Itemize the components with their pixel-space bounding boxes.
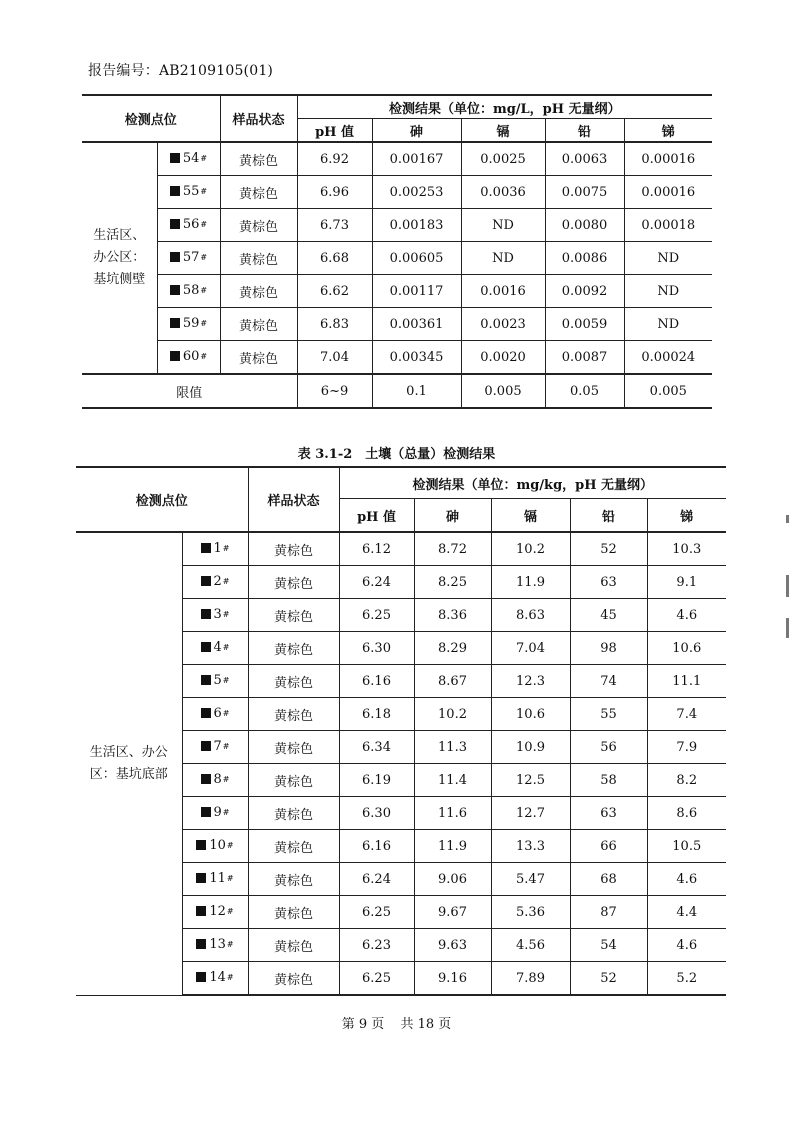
cell-state: 黄棕色 bbox=[248, 731, 339, 764]
header-state: 样品状态 bbox=[220, 95, 297, 142]
limit-sb: 0.005 bbox=[624, 374, 712, 408]
cell-state: 黄棕色 bbox=[220, 209, 297, 242]
hash-mark: # bbox=[222, 642, 230, 652]
limit-as: 0.1 bbox=[372, 374, 461, 408]
cell-as: 8.25 bbox=[414, 566, 491, 599]
cell-pb: 52 bbox=[570, 532, 647, 566]
square-marker-icon bbox=[201, 807, 211, 817]
cell-as: 0.00117 bbox=[372, 275, 461, 308]
cell-ph: 6.96 bbox=[297, 176, 372, 209]
square-marker-icon bbox=[196, 939, 206, 949]
point-number: 8 bbox=[213, 771, 222, 787]
hash-mark: # bbox=[226, 939, 234, 949]
square-marker-icon bbox=[201, 609, 211, 619]
report-number: 报告编号：AB2109105(01) bbox=[88, 63, 274, 79]
cell-ph: 7.04 bbox=[297, 341, 372, 375]
header-result: 检测结果（单位：mg/kg，pH 无量纲） bbox=[339, 467, 726, 499]
col-sb: 锑 bbox=[647, 499, 726, 533]
cell-as: 9.16 bbox=[414, 962, 491, 996]
cell-ph: 6.30 bbox=[339, 632, 414, 665]
cell-sb: 10.5 bbox=[647, 830, 726, 863]
cell-state: 黄棕色 bbox=[220, 242, 297, 275]
limit-ph: 6~9 bbox=[297, 374, 372, 408]
square-marker-icon bbox=[170, 219, 180, 229]
cell-as: 11.3 bbox=[414, 731, 491, 764]
square-marker-icon bbox=[170, 285, 180, 295]
hash-mark: # bbox=[226, 873, 234, 883]
cell-sb: 0.00016 bbox=[624, 176, 712, 209]
cell-ph: 6.73 bbox=[297, 209, 372, 242]
point-id bbox=[182, 566, 248, 599]
table-row bbox=[82, 275, 712, 308]
cell-sb: 10.3 bbox=[647, 532, 726, 566]
point-number: 57 bbox=[182, 249, 200, 265]
cell-state: 黄棕色 bbox=[248, 698, 339, 731]
hash-mark: # bbox=[222, 543, 230, 553]
cell-cd: 11.9 bbox=[491, 566, 570, 599]
cell-sb: 9.1 bbox=[647, 566, 726, 599]
cell-sb: 11.1 bbox=[647, 665, 726, 698]
point-id bbox=[157, 242, 220, 275]
scan-edge-mark bbox=[786, 575, 789, 597]
col-sb: 锑 bbox=[624, 119, 712, 143]
cell-state: 黄棕色 bbox=[220, 308, 297, 341]
cell-pb: 87 bbox=[570, 896, 647, 929]
point-number: 10 bbox=[209, 837, 226, 853]
point-number: 12 bbox=[209, 903, 226, 919]
table-row bbox=[82, 242, 712, 275]
col-pb: 铅 bbox=[570, 499, 647, 533]
cell-as: 9.63 bbox=[414, 929, 491, 962]
table-caption: 表 3.1-2 土壤（总量）检测结果 bbox=[297, 447, 496, 462]
point-number: 7 bbox=[213, 738, 222, 754]
point-id bbox=[157, 308, 220, 341]
point-id bbox=[182, 764, 248, 797]
table-row bbox=[82, 341, 712, 375]
cell-as: 0.00167 bbox=[372, 142, 461, 176]
hash-mark: # bbox=[222, 807, 230, 817]
cell-pb: 63 bbox=[570, 566, 647, 599]
cell-ph: 6.62 bbox=[297, 275, 372, 308]
cell-as: 8.29 bbox=[414, 632, 491, 665]
cell-pb: 55 bbox=[570, 698, 647, 731]
cell-sb: ND bbox=[624, 242, 712, 275]
limit-label: 限值 bbox=[82, 374, 297, 408]
hash-mark: # bbox=[226, 840, 234, 850]
col-as: 砷 bbox=[372, 119, 461, 143]
cell-as: 8.72 bbox=[414, 532, 491, 566]
point-number: 13 bbox=[209, 936, 226, 952]
cell-ph: 6.18 bbox=[339, 698, 414, 731]
cell-state: 黄棕色 bbox=[248, 764, 339, 797]
hash-mark: # bbox=[200, 186, 208, 196]
point-id bbox=[157, 275, 220, 308]
cell-pb: 98 bbox=[570, 632, 647, 665]
scan-edge-mark bbox=[786, 618, 789, 638]
square-marker-icon bbox=[170, 351, 180, 361]
cell-cd: 5.36 bbox=[491, 896, 570, 929]
cell-as: 11.6 bbox=[414, 797, 491, 830]
cell-ph: 6.12 bbox=[339, 532, 414, 566]
cell-sb: 8.2 bbox=[647, 764, 726, 797]
cell-as: 8.67 bbox=[414, 665, 491, 698]
cell-state: 黄棕色 bbox=[248, 830, 339, 863]
point-id bbox=[182, 698, 248, 731]
cell-cd: 0.0020 bbox=[461, 341, 545, 375]
point-number: 56 bbox=[182, 216, 200, 232]
hash-mark: # bbox=[200, 252, 208, 262]
cell-sb: 7.4 bbox=[647, 698, 726, 731]
cell-cd: 0.0036 bbox=[461, 176, 545, 209]
cell-sb: ND bbox=[624, 275, 712, 308]
point-number: 60 bbox=[182, 348, 200, 364]
site-label bbox=[82, 142, 157, 374]
cell-sb: ND bbox=[624, 308, 712, 341]
point-number: 5 bbox=[213, 672, 222, 688]
cell-state: 黄棕色 bbox=[248, 929, 339, 962]
cell-pb: 45 bbox=[570, 599, 647, 632]
cell-pb: 56 bbox=[570, 731, 647, 764]
square-marker-icon bbox=[201, 675, 211, 685]
cell-pb: 54 bbox=[570, 929, 647, 962]
limit-cd: 0.005 bbox=[461, 374, 545, 408]
cell-cd: 7.89 bbox=[491, 962, 570, 996]
cell-as: 0.00361 bbox=[372, 308, 461, 341]
hash-mark: # bbox=[222, 774, 230, 784]
table-row bbox=[82, 308, 712, 341]
hash-mark: # bbox=[200, 153, 208, 163]
cell-state: 黄棕色 bbox=[248, 665, 339, 698]
hash-mark: # bbox=[222, 708, 230, 718]
page-total: 共 18 页 bbox=[400, 1017, 452, 1032]
col-ph: pH 值 bbox=[297, 119, 372, 143]
cell-ph: 6.68 bbox=[297, 242, 372, 275]
cell-as: 0.00253 bbox=[372, 176, 461, 209]
point-id bbox=[157, 209, 220, 242]
point-id bbox=[182, 532, 248, 566]
hash-mark: # bbox=[200, 285, 208, 295]
square-marker-icon bbox=[196, 840, 206, 850]
cell-ph: 6.16 bbox=[339, 830, 414, 863]
point-id bbox=[182, 896, 248, 929]
cell-pb: 66 bbox=[570, 830, 647, 863]
point-id bbox=[182, 599, 248, 632]
cell-state: 黄棕色 bbox=[248, 962, 339, 996]
cell-sb: 4.6 bbox=[647, 863, 726, 896]
cell-ph: 6.19 bbox=[339, 764, 414, 797]
table-row bbox=[82, 209, 712, 242]
cell-ph: 6.30 bbox=[339, 797, 414, 830]
point-id bbox=[182, 632, 248, 665]
col-pb: 铅 bbox=[545, 119, 624, 143]
table-row bbox=[82, 142, 712, 176]
cell-sb: 4.4 bbox=[647, 896, 726, 929]
point-number: 58 bbox=[182, 282, 200, 298]
point-number: 4 bbox=[213, 639, 222, 655]
header-site: 检测点位 bbox=[76, 467, 248, 532]
point-id bbox=[157, 142, 220, 176]
cell-sb: 7.9 bbox=[647, 731, 726, 764]
col-cd: 镉 bbox=[491, 499, 570, 533]
cell-cd: 7.04 bbox=[491, 632, 570, 665]
cell-state: 黄棕色 bbox=[248, 896, 339, 929]
table-row bbox=[76, 532, 726, 566]
hash-mark: # bbox=[222, 609, 230, 619]
point-id bbox=[182, 830, 248, 863]
point-id bbox=[182, 797, 248, 830]
hash-mark: # bbox=[226, 972, 234, 982]
square-marker-icon bbox=[201, 741, 211, 751]
hash-mark: # bbox=[226, 906, 234, 916]
cell-cd: 10.6 bbox=[491, 698, 570, 731]
cell-ph: 6.23 bbox=[339, 929, 414, 962]
site-label-text: 生活区、办公区：基坑侧壁 bbox=[93, 228, 146, 287]
square-marker-icon bbox=[170, 318, 180, 328]
cell-state: 黄棕色 bbox=[248, 532, 339, 566]
soil-results-table bbox=[76, 466, 726, 996]
cell-state: 黄棕色 bbox=[248, 566, 339, 599]
point-id bbox=[182, 731, 248, 764]
square-marker-icon bbox=[196, 972, 206, 982]
point-number: 14 bbox=[209, 969, 226, 985]
cell-state: 黄棕色 bbox=[248, 797, 339, 830]
point-id bbox=[157, 176, 220, 209]
col-ph: pH 值 bbox=[339, 499, 414, 533]
cell-sb: 10.6 bbox=[647, 632, 726, 665]
cell-cd: 0.0016 bbox=[461, 275, 545, 308]
cell-pb: 63 bbox=[570, 797, 647, 830]
hash-mark: # bbox=[222, 675, 230, 685]
cell-pb: 0.0092 bbox=[545, 275, 624, 308]
cell-state: 黄棕色 bbox=[248, 599, 339, 632]
cell-pb: 0.0080 bbox=[545, 209, 624, 242]
cell-as: 11.4 bbox=[414, 764, 491, 797]
cell-ph: 6.25 bbox=[339, 962, 414, 996]
square-marker-icon bbox=[196, 873, 206, 883]
cell-cd: 12.3 bbox=[491, 665, 570, 698]
hash-mark: # bbox=[200, 351, 208, 361]
leachate-results-table bbox=[82, 94, 712, 409]
hash-mark: # bbox=[222, 741, 230, 751]
point-number: 9 bbox=[213, 804, 222, 820]
point-number: 2 bbox=[213, 573, 222, 589]
cell-cd: 0.0025 bbox=[461, 142, 545, 176]
cell-ph: 6.92 bbox=[297, 142, 372, 176]
cell-sb: 4.6 bbox=[647, 599, 726, 632]
point-number: 3 bbox=[213, 606, 222, 622]
header-result: 检测结果（单位：mg/L，pH 无量纲） bbox=[297, 95, 712, 119]
cell-cd: 4.56 bbox=[491, 929, 570, 962]
point-id bbox=[182, 863, 248, 896]
cell-ph: 6.24 bbox=[339, 566, 414, 599]
cell-cd: 10.9 bbox=[491, 731, 570, 764]
square-marker-icon bbox=[170, 153, 180, 163]
cell-sb: 8.6 bbox=[647, 797, 726, 830]
hash-mark: # bbox=[200, 219, 208, 229]
col-as: 砷 bbox=[414, 499, 491, 533]
cell-ph: 6.83 bbox=[297, 308, 372, 341]
point-number: 54 bbox=[182, 150, 200, 166]
cell-cd: ND bbox=[461, 209, 545, 242]
square-marker-icon bbox=[170, 186, 180, 196]
cell-pb: 0.0086 bbox=[545, 242, 624, 275]
cell-state: 黄棕色 bbox=[248, 632, 339, 665]
cell-as: 9.67 bbox=[414, 896, 491, 929]
cell-state: 黄棕色 bbox=[220, 142, 297, 176]
cell-state: 黄棕色 bbox=[220, 341, 297, 375]
table-row bbox=[82, 176, 712, 209]
point-id bbox=[182, 665, 248, 698]
point-id bbox=[182, 962, 248, 996]
cell-cd: ND bbox=[461, 242, 545, 275]
col-cd: 镉 bbox=[461, 119, 545, 143]
site-label-text: 生活区、办公区：基坑底部 bbox=[89, 744, 168, 782]
cell-cd: 12.5 bbox=[491, 764, 570, 797]
cell-cd: 10.2 bbox=[491, 532, 570, 566]
cell-as: 10.2 bbox=[414, 698, 491, 731]
square-marker-icon bbox=[201, 576, 211, 586]
point-id bbox=[157, 341, 220, 375]
cell-sb: 0.00016 bbox=[624, 142, 712, 176]
cell-as: 0.00183 bbox=[372, 209, 461, 242]
square-marker-icon bbox=[201, 642, 211, 652]
cell-ph: 6.24 bbox=[339, 863, 414, 896]
cell-pb: 0.0075 bbox=[545, 176, 624, 209]
point-number: 11 bbox=[209, 870, 226, 886]
point-number: 59 bbox=[182, 315, 200, 331]
limit-pb: 0.05 bbox=[545, 374, 624, 408]
cell-sb: 0.00018 bbox=[624, 209, 712, 242]
square-marker-icon bbox=[201, 543, 211, 553]
cell-cd: 5.47 bbox=[491, 863, 570, 896]
square-marker-icon bbox=[170, 252, 180, 262]
header-site: 检测点位 bbox=[82, 95, 220, 142]
cell-cd: 13.3 bbox=[491, 830, 570, 863]
cell-state: 黄棕色 bbox=[220, 275, 297, 308]
page-footer bbox=[0, 1013, 793, 1032]
cell-as: 0.00345 bbox=[372, 341, 461, 375]
cell-pb: 0.0063 bbox=[545, 142, 624, 176]
header-state: 样品状态 bbox=[248, 467, 339, 532]
cell-state: 黄棕色 bbox=[248, 863, 339, 896]
cell-as: 8.36 bbox=[414, 599, 491, 632]
site-label bbox=[76, 532, 182, 995]
cell-pb: 68 bbox=[570, 863, 647, 896]
cell-pb: 52 bbox=[570, 962, 647, 996]
cell-sb: 5.2 bbox=[647, 962, 726, 996]
cell-sb: 0.00024 bbox=[624, 341, 712, 375]
hash-mark: # bbox=[200, 318, 208, 328]
point-number: 55 bbox=[182, 183, 200, 199]
cell-pb: 0.0087 bbox=[545, 341, 624, 375]
cell-as: 11.9 bbox=[414, 830, 491, 863]
point-number: 1 bbox=[213, 540, 222, 556]
square-marker-icon bbox=[201, 774, 211, 784]
point-id bbox=[182, 929, 248, 962]
cell-sb: 4.6 bbox=[647, 929, 726, 962]
cell-cd: 8.63 bbox=[491, 599, 570, 632]
cell-state: 黄棕色 bbox=[220, 176, 297, 209]
scan-edge-mark bbox=[786, 515, 789, 523]
cell-pb: 58 bbox=[570, 764, 647, 797]
cell-cd: 12.7 bbox=[491, 797, 570, 830]
cell-cd: 0.0023 bbox=[461, 308, 545, 341]
hash-mark: # bbox=[222, 576, 230, 586]
cell-pb: 0.0059 bbox=[545, 308, 624, 341]
cell-ph: 6.25 bbox=[339, 896, 414, 929]
point-number: 6 bbox=[213, 705, 222, 721]
page-number: 第 9 页 bbox=[341, 1017, 385, 1032]
cell-ph: 6.25 bbox=[339, 599, 414, 632]
cell-ph: 6.34 bbox=[339, 731, 414, 764]
cell-as: 0.00605 bbox=[372, 242, 461, 275]
cell-ph: 6.16 bbox=[339, 665, 414, 698]
square-marker-icon bbox=[201, 708, 211, 718]
cell-pb: 74 bbox=[570, 665, 647, 698]
square-marker-icon bbox=[196, 906, 206, 916]
cell-as: 9.06 bbox=[414, 863, 491, 896]
